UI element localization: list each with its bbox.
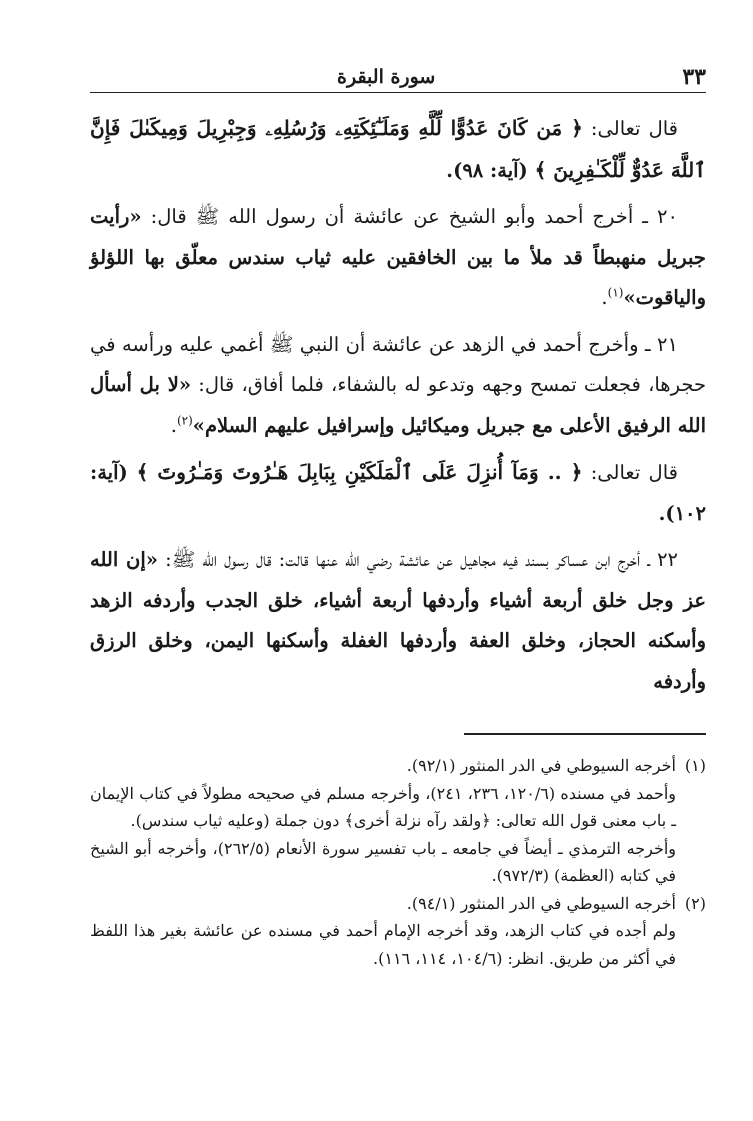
surah-title: سورة البقرة xyxy=(337,66,436,88)
ayah-reference-102: (آية: ١٠٢). xyxy=(90,461,706,525)
footnote-number: (١) xyxy=(684,756,706,775)
hadith-22-paragraph xyxy=(90,540,706,702)
verse-intro: قال تعالى: xyxy=(582,117,678,140)
quran-verse-98: ﴿ مَن كَانَ عَدُوًّا لِّلَّهِ وَمَلَـٰٓئِكَتِهِۦ وَرُسُلِهِۦ وَجِبْرِيلَ وَمِيكَىٰلَ فَإِنَّ ٱللَّهَ عَدُوٌّ لِّلْكَـٰفِرِينَ ﴾ xyxy=(90,116,706,182)
hadith-22-text: «إن الله عز وجل خلق أربعة أشياء وأردفها أربعة أشياء، خلق الجدب وأردفه الزهد وأسكنه الحجاز، وخلق العفة وأردفها الغفلة وأسكنها اليمن، وخلق الرزق وأردفه xyxy=(90,548,706,693)
hadith-21-end: . xyxy=(170,413,177,437)
hadith-20-chain: ٢٠ ـ أخرج أحمد وأبو الشيخ عن عائشة أن رسول الله ﷺ قال: xyxy=(141,205,678,228)
ayah-reference-98: (آية: ٩٨). xyxy=(446,158,535,182)
page-header xyxy=(90,62,706,93)
footnote-line: وأحمد في مسنده (١٢٠/٦، ٢٣٦، ٢٤١)، وأخرجه مسلم في صحيحه مطولاً في كتاب الإيمان ـ باب معنى قول الله تعالى: ﴿ولقد رآه نزلة أخرى﴾ دون جملة (وعليه ثياب سندس). xyxy=(90,783,677,830)
hadith-20-text: «رأيت جبريل منهبطاً قد ملأ ما بين الخافقين عليه ثياب سندس معلّق بها اللؤلؤ والياقوت» xyxy=(90,205,706,309)
main-text xyxy=(90,108,706,708)
footnote-line: أخرجه السيوطي في الدر المنثور (٩٢/١). xyxy=(406,756,676,775)
hadith-21-paragraph xyxy=(90,325,706,447)
verse-98-paragraph xyxy=(90,108,706,191)
footnote-line: ولم أجده في كتاب الزهد، وقد أخرجه الإمام أحمد في مسنده عن عائشة بغير هذا اللفظ في أكثر من طريق. انظر: (١٠٤/٦، ١١٤، ١١٦). xyxy=(90,921,676,968)
footnote-line: وأخرجه الترمذي ـ أيضاً في جامعه ـ باب تفسير سورة الأنعام (٢٦٢/٥)، وأخرجه أبو الشيخ في كتابه (العظمة) (٩٧٢/٣). xyxy=(90,838,677,885)
footnote-2 xyxy=(90,890,706,918)
footnote-separator xyxy=(464,733,706,735)
hadith-20-end: . xyxy=(601,286,608,309)
footnotes xyxy=(90,752,706,972)
hadith-22-chain: ٢٢ ـ أخرج ابن عساكر بسند فيه مجاهيل عن عائشة رضي الله عنها قالت: قال رسول الله ﷺ: xyxy=(157,548,679,571)
footnote-number: (٢) xyxy=(684,893,706,913)
page-number: ٣٣ xyxy=(682,64,706,90)
hadith-21-text: «لا بل أسأل الله الرفيق الأعلى مع جبريل وميكائيل وإسرافيل عليهم السلام» xyxy=(90,373,706,437)
verse-intro: قال تعالى: xyxy=(582,461,678,484)
footnote-line: أخرجه السيوطي في الدر المنثور (٩٤/١). xyxy=(406,893,676,913)
footnote-marker-1[interactable]: (١) xyxy=(607,285,624,300)
hadith-21-chain: ٢١ ـ وأخرج أحمد في الزهد عن عائشة أن النبي ﷺ أغمي عليه ورأسه في حجرها، فجعلت تمسح وجهه وتدعو له بالشفاء، فلما أفاق، قال: xyxy=(90,332,706,396)
verse-102-paragraph xyxy=(90,452,706,534)
hadith-20-paragraph xyxy=(90,197,706,319)
footnote-marker-2[interactable]: (٢) xyxy=(176,413,193,427)
footnote-1 xyxy=(90,752,706,780)
quran-verse-102: ﴿ .. وَمَآ أُنزِلَ عَلَى ٱلْمَلَكَيْنِ بِبَابِلَ هَـٰرُوتَ وَمَـٰرُوتَ ﴾ xyxy=(136,460,583,484)
